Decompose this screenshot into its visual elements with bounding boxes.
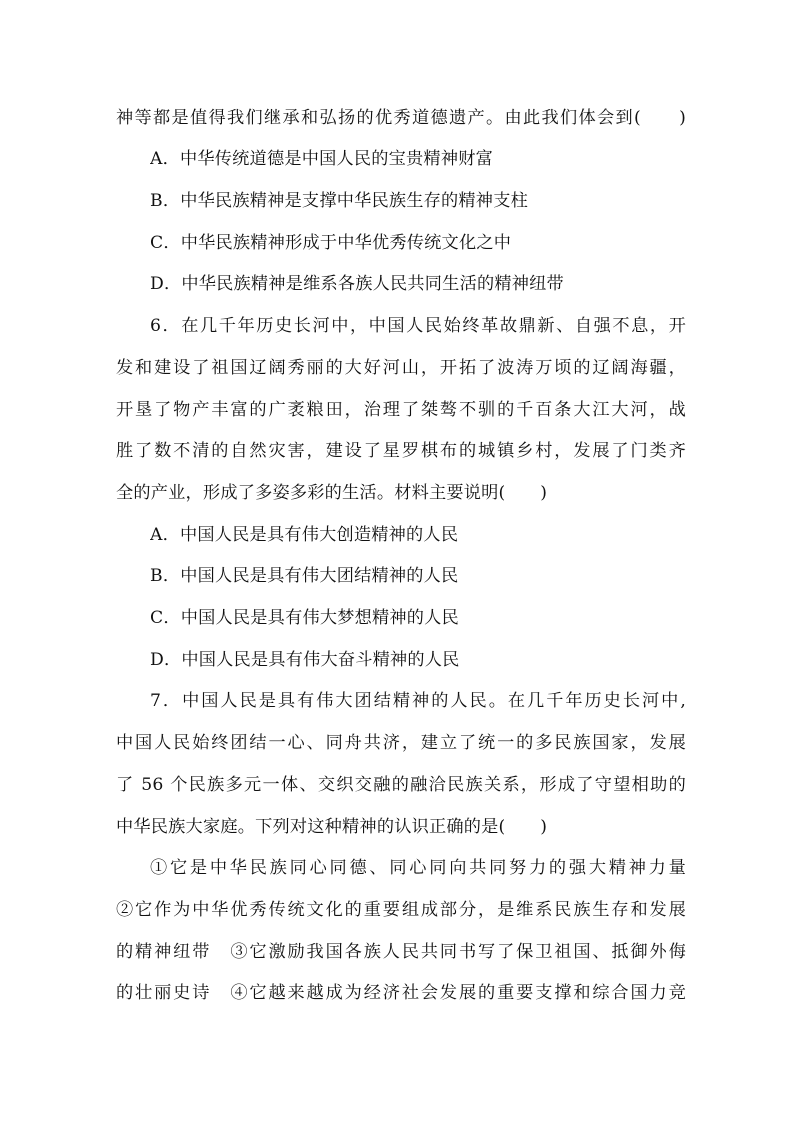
question-5-option-c: C．中华民族精神形成于中华优秀传统文化之中 — [150, 233, 512, 253]
question-7-line-3: 了 56 个民族多元一体、交织交融的融洽民族关系，形成了守望相助的 — [116, 775, 686, 795]
question-5-stem-end: 神等都是值得我们继承和弘扬的优秀道德遗产。由此我们体会到( ) — [116, 108, 686, 128]
question-7-line-2: 中国人民始终团结一心、同舟共济，建立了统一的多民族国家，发展 — [116, 733, 686, 753]
question-5-option-d: D．中华民族精神是维系各族人民共同生活的精神纽带 — [150, 274, 564, 294]
question-6-option-b: B．中国人民是具有伟大团结精神的人民 — [150, 566, 459, 586]
question-5-option-b: B．中华民族精神是支撑中华民族生存的精神支柱 — [150, 191, 528, 211]
question-5-option-a: A．中华传统道德是中国人民的宝贵精神财富 — [150, 149, 493, 169]
statement-2-3-line: 的精神纽带 ③它激励我国各族人民共同书写了保卫祖国、抵御外侮 — [116, 942, 686, 962]
question-6-line-1: 6．在几千年历史长河中，中国人民始终革故鼎新、自强不息，开 — [150, 316, 686, 336]
question-7-line-4: 中华民族大家庭。下列对这种精神的认识正确的是( ) — [116, 817, 548, 837]
question-7-line-1: 7．中国人民是具有伟大团结精神的人民。在几千年历史长河中, — [150, 691, 686, 711]
question-6-line-4: 胜了数不清的自然灾害，建设了星罗棋布的城镇乡村，发展了门类齐 — [116, 441, 686, 461]
question-6-option-d: D．中国人民是具有伟大奋斗精神的人民 — [150, 650, 460, 670]
question-6-option-a: A．中国人民是具有伟大创造精神的人民 — [150, 525, 459, 545]
statement-3-4-line: 的壮丽史诗 ④它越来越成为经济社会发展的重要支撑和综合国力竞 — [116, 983, 686, 1003]
statement-2-line-1: ②它作为中华优秀传统文化的重要组成部分，是维系民族生存和发展 — [116, 900, 686, 920]
question-6-line-3: 开垦了物产丰富的广袤粮田，治理了桀骜不驯的千百条大江大河，战 — [116, 400, 686, 420]
question-6-option-c: C．中国人民是具有伟大梦想精神的人民 — [150, 608, 459, 628]
question-6-line-5: 全的产业，形成了多姿多彩的生活。材料主要说明( ) — [116, 483, 548, 503]
statement-1: ①它是中华民族同心同德、同心同向共同努力的强大精神力量 — [150, 858, 686, 878]
question-6-line-2: 发和建设了祖国辽阔秀丽的大好河山，开拓了波涛万顷的辽阔海疆， — [116, 358, 686, 378]
